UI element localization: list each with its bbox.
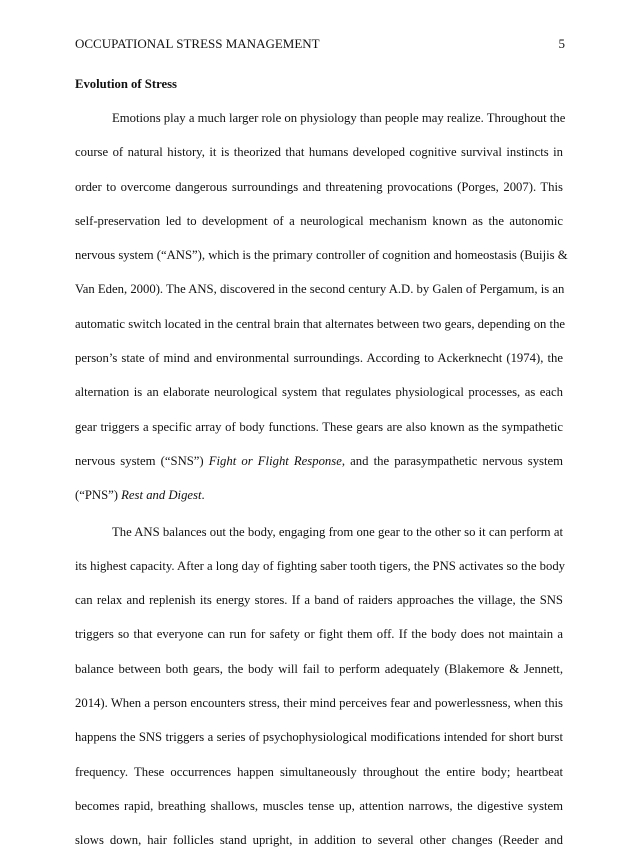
italic-term: Rest and Digest [121, 488, 202, 503]
text-line: self-preservation led to development of a neurological mechanism known as the autonomic [75, 213, 563, 228]
text-line: its highest capacity. After a long day of fighting saber tooth tigers, the PNS activates so the body [75, 558, 566, 573]
text-line [75, 444, 563, 478]
italic-term: Fight or Flight Response [208, 453, 342, 468]
text-line: 2014). When a person encounters stress, their mind perceives fear and powerlessness, when this [75, 696, 563, 711]
paragraph-1 [75, 101, 568, 513]
text-line: slows down, hair follicles stand upright, in addition to several other changes (Reeder and [75, 833, 563, 848]
text-line: can relax and replenish its energy stores. If a band of raiders approaches the village, the SNS [75, 593, 563, 608]
text-line: The ANS balances out the body, engaging from one gear to the other so it can perform at [112, 524, 563, 539]
running-head-title: OCCUPATIONAL STRESS MANAGEMENT [75, 36, 320, 51]
text-segment: , and the parasympathetic nervous system [341, 453, 564, 468]
text-line: frequency. These occurrences happen simultaneously throughout the entire body; heartbeat [75, 764, 563, 779]
text-line: order to overcome dangerous surroundings and threatening provocations (Porges, 2007). This [75, 179, 563, 194]
text-line: Van Eden, 2000). The ANS, discovered in the second century A.D. by Galen of Pergamum, is an [75, 282, 565, 297]
text-line: balance between both gears, the body will fail to perform adequately (Blakemore & Jennett, [75, 661, 563, 676]
text-segment: . [201, 488, 205, 503]
page-number: 5 [558, 36, 565, 51]
paragraph-2 [75, 515, 566, 858]
text-line: course of natural history, it is theorized that humans developed cognitive survival instincts in [75, 145, 563, 160]
text-line: nervous system (“ANS”), which is the primary controller of cognition and homeostasis (Buijis & [75, 248, 568, 263]
text-line: triggers so that everyone can run for safety or fight them off. If the body does not maintain a [75, 627, 563, 642]
text-line: automatic switch located in the central brain that alternates between two gears, depending on the [75, 316, 566, 331]
text-line: happens the SNS triggers a series of psychophysiological modifications intended for short burst [75, 730, 563, 745]
text-line: alternation is an elaborate neurological system that regulates physiological processes, as each [75, 385, 563, 400]
text-line: becomes rapid, breathing shallows, muscles tense up, attention narrows, the digestive system [75, 798, 563, 813]
text-line: gear triggers a specific array of body functions. These gears are also known as the sympathetic [75, 419, 563, 434]
text-line: person’s state of mind and environmental surroundings. According to Ackerknecht (1974), the [75, 351, 563, 366]
text-segment: nervous system (“SNS”) [75, 453, 209, 468]
running-head [75, 36, 565, 54]
section-heading: Evolution of Stress [75, 77, 177, 91]
text-line [75, 478, 563, 512]
body-text [75, 67, 568, 860]
text-line: Emotions play a much larger role on physiology than people may realize. Throughout the [112, 111, 566, 125]
text-segment: (“PNS”) [75, 488, 122, 503]
